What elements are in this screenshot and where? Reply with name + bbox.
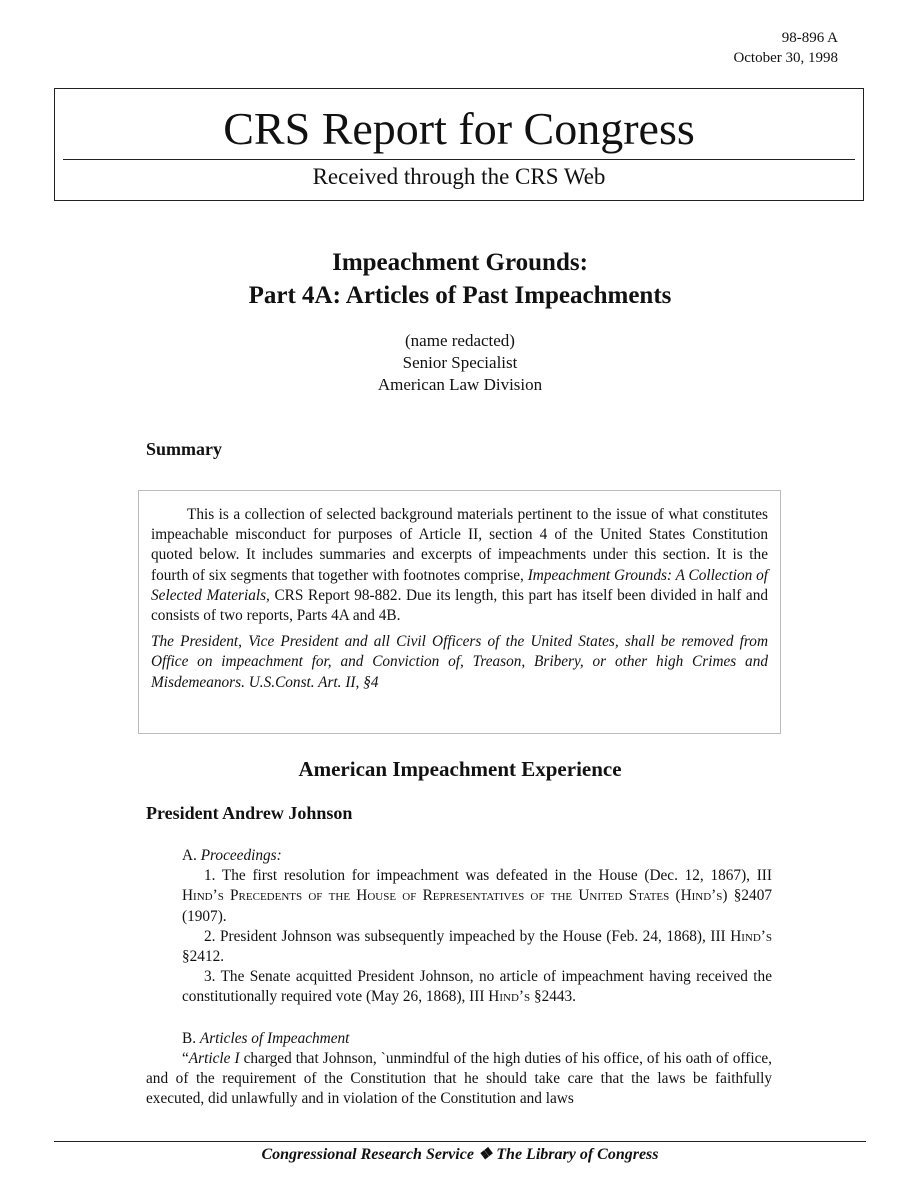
summary-box: [138, 490, 781, 734]
item1-text: 1. The first resolution for impeachment was defeated in the House (Dec. 12, 1867), III: [204, 867, 772, 885]
articles-label: [182, 1029, 772, 1049]
proceedings-label-text: Proceedings:: [200, 847, 282, 864]
author-division: American Law Division: [377, 375, 543, 394]
banner-rule: [63, 159, 855, 160]
author-name: (name redacted): [405, 331, 515, 350]
report-banner: [54, 88, 864, 201]
item3-citation: Hind’s: [488, 988, 531, 1006]
item2-text: 2. President Johnson was subsequently impeached by the House (Feb. 24, 1868), III: [204, 927, 726, 945]
author-position: Senior Specialist: [402, 353, 518, 372]
summary-report-title: Impeachment Grounds: A Collection of Selected Materials,: [151, 566, 768, 604]
section-heading: American Impeachment Experience: [298, 757, 622, 781]
article-text: charged that Johnson, `unmindful of the high duties of his office, of his oath of office, and of the requirement of the Constitution that he should take care that the laws be faithfully executed, did unlawfully and in violation of the Constitution and laws: [146, 1050, 772, 1108]
articles-label-text: Articles of Impeachment: [199, 1030, 350, 1047]
summary-paragraph: [151, 505, 768, 626]
document-title-line1: Impeachment Grounds:: [332, 249, 588, 276]
constitution-quote: The President, Vice President and all Civil Officers of the United States, shall be removed from Office on impeachment for, and Conviction of, Treason, Bribery, or other high Crimes and Misdemeanors. U.S.Const. Art. II, §4: [151, 633, 768, 691]
summary-text-2: CRS Report 98-882. Due its length, this part has itself been divided in half and consists of two reports, Parts 4A and 4B.: [151, 586, 768, 625]
banner-subtitle: Received through the CRS Web: [312, 164, 606, 189]
report-date: October 30, 1998: [733, 50, 838, 66]
document-title: [0, 246, 920, 312]
proceedings-item-2: [182, 927, 772, 967]
article-number: Article I: [188, 1050, 240, 1067]
proceedings-label: [182, 846, 772, 866]
item2-citation: Hind’s: [730, 927, 772, 945]
report-number: 98-896 A: [781, 30, 838, 46]
articles-letter: B.: [182, 1030, 197, 1047]
page-footer: [0, 1144, 920, 1164]
summary-heading: Summary: [146, 439, 222, 459]
proceedings-letter: A.: [182, 847, 197, 864]
footer-crs: Congressional Research Service: [261, 1146, 474, 1163]
footer-separator-icon: ❖: [477, 1146, 493, 1163]
item3-text: 3. The Senate acquitted President Johnson, no article of impeachment having received the constitutionally required vote (May 26, 1868), III: [182, 968, 772, 1006]
summary-text-1: This is a collection of selected background materials pertinent to the issue of what constitutes impeachable misconduct for purposes of Article II, section 4 of the United States Constitution quoted below. It includes summaries and excerpts of impeachments under this section. It is the fourth of six segments that together with footnotes comprise,: [151, 506, 768, 584]
quote-open-mark: “: [182, 1050, 189, 1067]
author-block: [0, 330, 920, 396]
footer-library: The Library of Congress: [496, 1146, 659, 1163]
proceedings-item-3: [182, 967, 772, 1007]
document-title-line2: Part 4A: Articles of Past Impeachments: [248, 282, 672, 309]
item1-citation: Hind’s Precedents of the House of Representatives of the United States (Hind’s): [182, 887, 728, 905]
item2-section: §2412.: [182, 948, 225, 966]
banner-title: CRS Report for Congress: [223, 103, 695, 154]
subsection-heading: President Andrew Johnson: [146, 803, 353, 823]
report-meta: [733, 28, 838, 68]
item3-section: §2443.: [533, 988, 577, 1006]
proceedings-block: [182, 846, 772, 1008]
article-quote: [146, 1049, 772, 1110]
item1-section: §2407 (1907).: [182, 887, 772, 925]
proceedings-item-1: [182, 866, 772, 927]
footer-rule: [54, 1141, 866, 1142]
